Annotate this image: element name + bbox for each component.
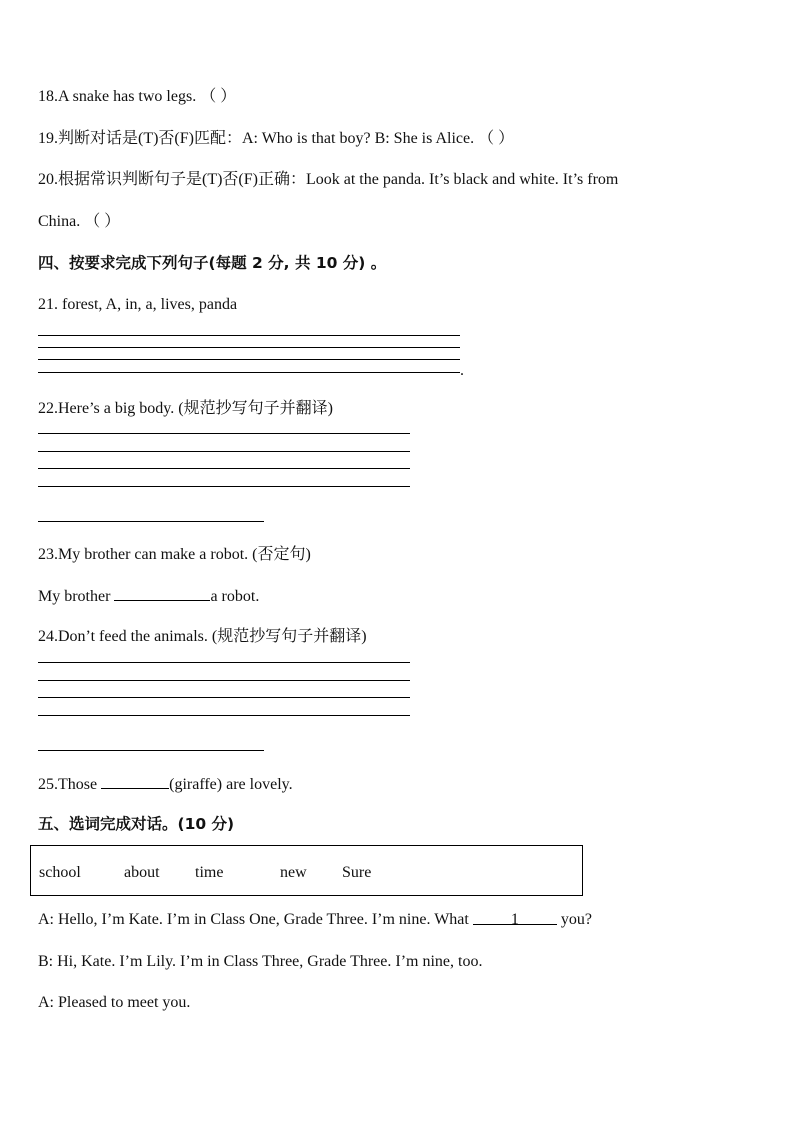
answer-blank-1[interactable] <box>473 910 557 928</box>
answer-blank[interactable] <box>101 774 169 789</box>
word-bank-item: Sure <box>342 864 372 881</box>
word-bank-item: new <box>280 864 307 881</box>
section-4-heading: 四、按要求完成下列句子(每题 2 分, 共 10 分) 。 <box>38 254 387 272</box>
answer-line[interactable] <box>38 347 460 348</box>
answer-line[interactable] <box>38 662 410 663</box>
question-21-period: . <box>460 362 464 379</box>
word-bank-item: about <box>124 864 160 881</box>
answer-line[interactable] <box>38 372 460 373</box>
section-5-heading: 五、选词完成对话。(10 分) <box>38 815 235 833</box>
answer-line[interactable] <box>38 697 410 698</box>
question-25-suffix: (giraffe) are lovely. <box>169 776 293 793</box>
question-22: 22.Here’s a big body. (规范抄写句子并翻译) <box>38 400 333 417</box>
question-19: 19.判断对话是(T)否(F)匹配：A: Who is that boy? B: She is Alice. （ ） <box>38 130 515 147</box>
answer-line[interactable] <box>38 451 410 452</box>
question-23: 23.My brother can make a robot. (否定句) <box>38 546 311 563</box>
question-24: 24.Don’t feed the animals. (规范抄写句子并翻译) <box>38 628 367 645</box>
dialogue-a2: A: Pleased to meet you. <box>38 994 191 1011</box>
answer-line[interactable] <box>38 680 410 681</box>
question-20-line2: China. （ ） <box>38 213 121 230</box>
blank-number: 1 <box>510 911 519 928</box>
question-23-suffix: a robot. <box>210 588 260 605</box>
question-18: 18.A snake has two legs. （ ） <box>38 88 237 105</box>
dialogue-b1: B: Hi, Kate. I’m Lily. I’m in Class Three, Grade Three. I’m nine, too. <box>38 953 483 970</box>
word-bank-item: time <box>195 864 224 881</box>
answer-line[interactable] <box>38 486 410 487</box>
answer-line[interactable] <box>38 359 460 360</box>
word-bank <box>30 845 583 896</box>
question-25-prefix: 25.Those <box>38 776 102 793</box>
answer-blank[interactable] <box>114 586 210 601</box>
question-25 <box>38 774 293 795</box>
translation-line[interactable] <box>38 521 264 522</box>
question-23-prefix: My brother <box>38 588 115 605</box>
question-20-line1: 20.根据常识判断句子是(T)否(F)正确：Look at the panda. It’s black and white. It’s from <box>38 171 619 188</box>
answer-line[interactable] <box>38 715 410 716</box>
answer-line[interactable] <box>38 433 410 434</box>
question-21: 21. forest, A, in, a, lives, panda <box>38 296 238 313</box>
dialogue-a1-prefix: A: Hello, I’m Kate. I’m in Class One, Grade Three. I’m nine. What <box>38 911 473 928</box>
translation-line[interactable] <box>38 750 264 751</box>
question-23-answer <box>38 586 259 607</box>
dialogue-a1-suffix: you? <box>556 911 592 928</box>
answer-line[interactable] <box>38 335 460 336</box>
dialogue-a1 <box>38 910 592 930</box>
word-bank-item: school <box>39 864 81 881</box>
answer-line[interactable] <box>38 468 410 469</box>
